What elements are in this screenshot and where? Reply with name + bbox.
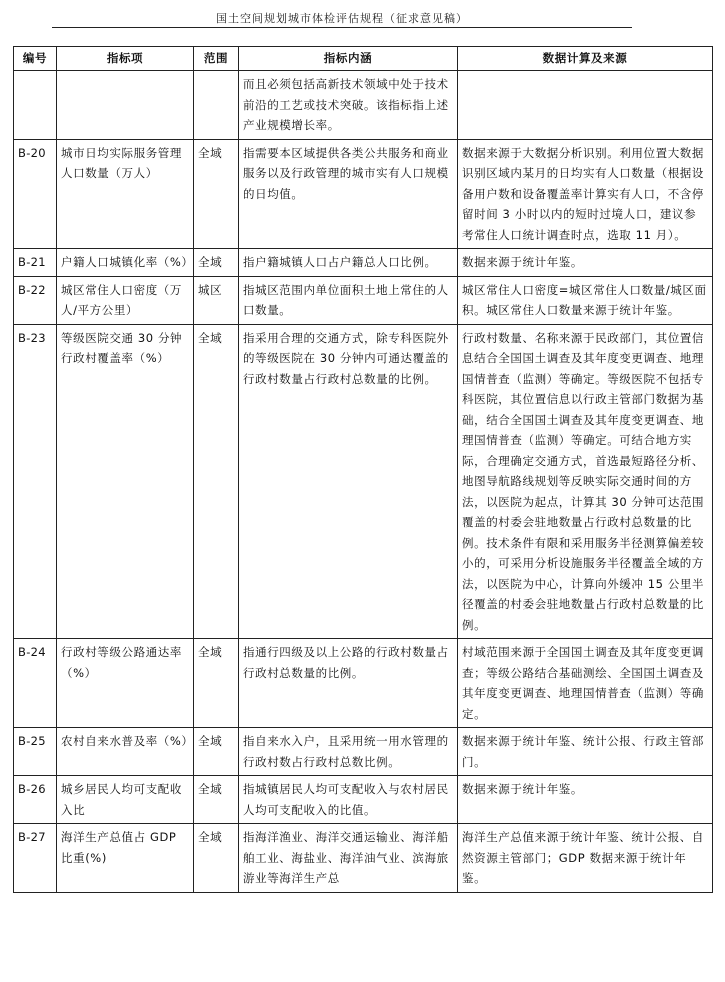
cell-id: B-23 xyxy=(14,324,57,639)
cell-scope: 全域 xyxy=(194,728,239,776)
column-header-scope: 范围 xyxy=(194,47,239,71)
table-header-row xyxy=(14,47,713,71)
cell-indicator: 城市日均实际服务管理人口数量（万人） xyxy=(57,139,194,249)
cell-id: B-24 xyxy=(14,639,57,728)
cell-indicator: 城乡居民人均可支配收入比 xyxy=(57,776,194,824)
cell-indicator: 行政村等级公路通达率（%） xyxy=(57,639,194,728)
cell-definition: 指城镇居民人均可支配收入与农村居民人均可支配收入的比值。 xyxy=(239,776,458,824)
page-bottom-edge xyxy=(0,976,725,982)
cell-data-source: 村域范围来源于全国国土调查及其年度变更调查；等级公路结合基础测绘、全国国土调查及其年度变更调查、地理国情普查（监测）等确定。 xyxy=(458,639,713,728)
column-header-definition: 指标内涵 xyxy=(239,47,458,71)
cell-scope: 城区 xyxy=(194,276,239,324)
cell-scope: 全域 xyxy=(194,776,239,824)
cell-data-source xyxy=(458,71,713,140)
cell-data-source: 行政村数量、名称来源于民政部门，其位置信息结合全国国土调查及其年度变更调查、地理国情普查（监测）等确定。等级医院不包括专科医院，其位置信息以行政主管部门数据为基础，结合全国国土调查及其年度变更调查、地理国情普查（监测）等确定。可结合地方实际，合理确定交通方式，首选最短路径分析、地图导航路线规划等反映实际交通时间的方法，以医院为起点，计算其 30 分钟可达范围覆盖的村委会驻地数量占行政村总数量的比例。技术条件有限和采用服务半径测算偏差较小的，可采用分析设施服务半径覆盖全域的方法，以医院为中心，计算向外缓冲 15 公里半径覆盖的村委会驻地数量占行政村总数量的比例。 xyxy=(458,324,713,639)
cell-definition: 指通行四级及以上公路的行政村数量占行政村总数量的比例。 xyxy=(239,639,458,728)
table-row xyxy=(14,139,713,249)
cell-definition: 指需要本区域提供各类公共服务和商业服务以及行政管理的城市实有人口规模的日均值。 xyxy=(239,139,458,249)
cell-definition: 指自来水入户，且采用统一用水管理的行政村数占行政村总数比例。 xyxy=(239,728,458,776)
cell-definition: 指海洋渔业、海洋交通运输业、海洋船舶工业、海盐业、海洋油气业、滨海旅游业等海洋生产总 xyxy=(239,824,458,893)
cell-id: B-20 xyxy=(14,139,57,249)
cell-indicator: 等级医院交通 30 分钟行政村覆盖率（%） xyxy=(57,324,194,639)
cell-definition: 指城区范围内单位面积土地上常住的人口数量。 xyxy=(239,276,458,324)
cell-data-source: 数据来源于大数据分析识别。利用位置大数据识别区域内某月的日均实有人口数量（根据设备用户数和设备覆盖率计算实有人口，不含停留时间 3 小时以内的短时过境人口，建议参考常住人口统计调查时点，选取 11 月）。 xyxy=(458,139,713,249)
cell-indicator: 城区常住人口密度（万人/平方公里） xyxy=(57,276,194,324)
cell-data-source: 数据来源于统计年鉴。 xyxy=(458,249,713,277)
table-row xyxy=(14,71,713,140)
table-row xyxy=(14,824,713,893)
cell-scope: 全域 xyxy=(194,139,239,249)
table-row xyxy=(14,639,713,728)
cell-scope xyxy=(194,71,239,140)
cell-scope: 全域 xyxy=(194,824,239,893)
column-header-data-source: 数据计算及来源 xyxy=(458,47,713,71)
cell-scope: 全域 xyxy=(194,639,239,728)
indicator-table xyxy=(13,46,713,893)
cell-data-source: 海洋生产总值来源于统计年鉴、统计公报、自然资源主管部门；GDP 数据来源于统计年鉴。 xyxy=(458,824,713,893)
cell-indicator: 海洋生产总值占 GDP 比重(%) xyxy=(57,824,194,893)
cell-data-source: 数据来源于统计年鉴。 xyxy=(458,776,713,824)
cell-id: B-26 xyxy=(14,776,57,824)
cell-data-source: 数据来源于统计年鉴、统计公报、行政主管部门。 xyxy=(458,728,713,776)
column-header-id: 编号 xyxy=(14,47,57,71)
cell-scope: 全域 xyxy=(194,324,239,639)
table-row xyxy=(14,249,713,277)
table-row xyxy=(14,276,713,324)
cell-indicator xyxy=(57,71,194,140)
cell-definition: 指户籍城镇人口占户籍总人口比例。 xyxy=(239,249,458,277)
cell-indicator: 户籍人口城镇化率（%） xyxy=(57,249,194,277)
cell-scope: 全域 xyxy=(194,249,239,277)
cell-id: B-25 xyxy=(14,728,57,776)
table-row xyxy=(14,324,713,639)
table-row xyxy=(14,728,713,776)
cell-definition: 而且必须包括高新技术领域中处于技术前沿的工艺或技术突破。该指标指上述产业规模增长率。 xyxy=(239,71,458,140)
cell-id xyxy=(14,71,57,140)
cell-id: B-21 xyxy=(14,249,57,277)
table-row xyxy=(14,776,713,824)
cell-indicator: 农村自来水普及率（%） xyxy=(57,728,194,776)
cell-definition: 指采用合理的交通方式，除专科医院外的等级医院在 30 分钟内可通达覆盖的行政村数量占行政村总数量的比例。 xyxy=(239,324,458,639)
column-header-indicator: 指标项 xyxy=(57,47,194,71)
page-header-title: 国土空间规划城市体检评估规程（征求意见稿） xyxy=(216,12,468,25)
cell-id: B-22 xyxy=(14,276,57,324)
header-divider xyxy=(52,27,632,28)
cell-id: B-27 xyxy=(14,824,57,893)
cell-data-source: 城区常住人口密度=城区常住人口数量/城区面积。城区常住人口数量来源于统计年鉴。 xyxy=(458,276,713,324)
